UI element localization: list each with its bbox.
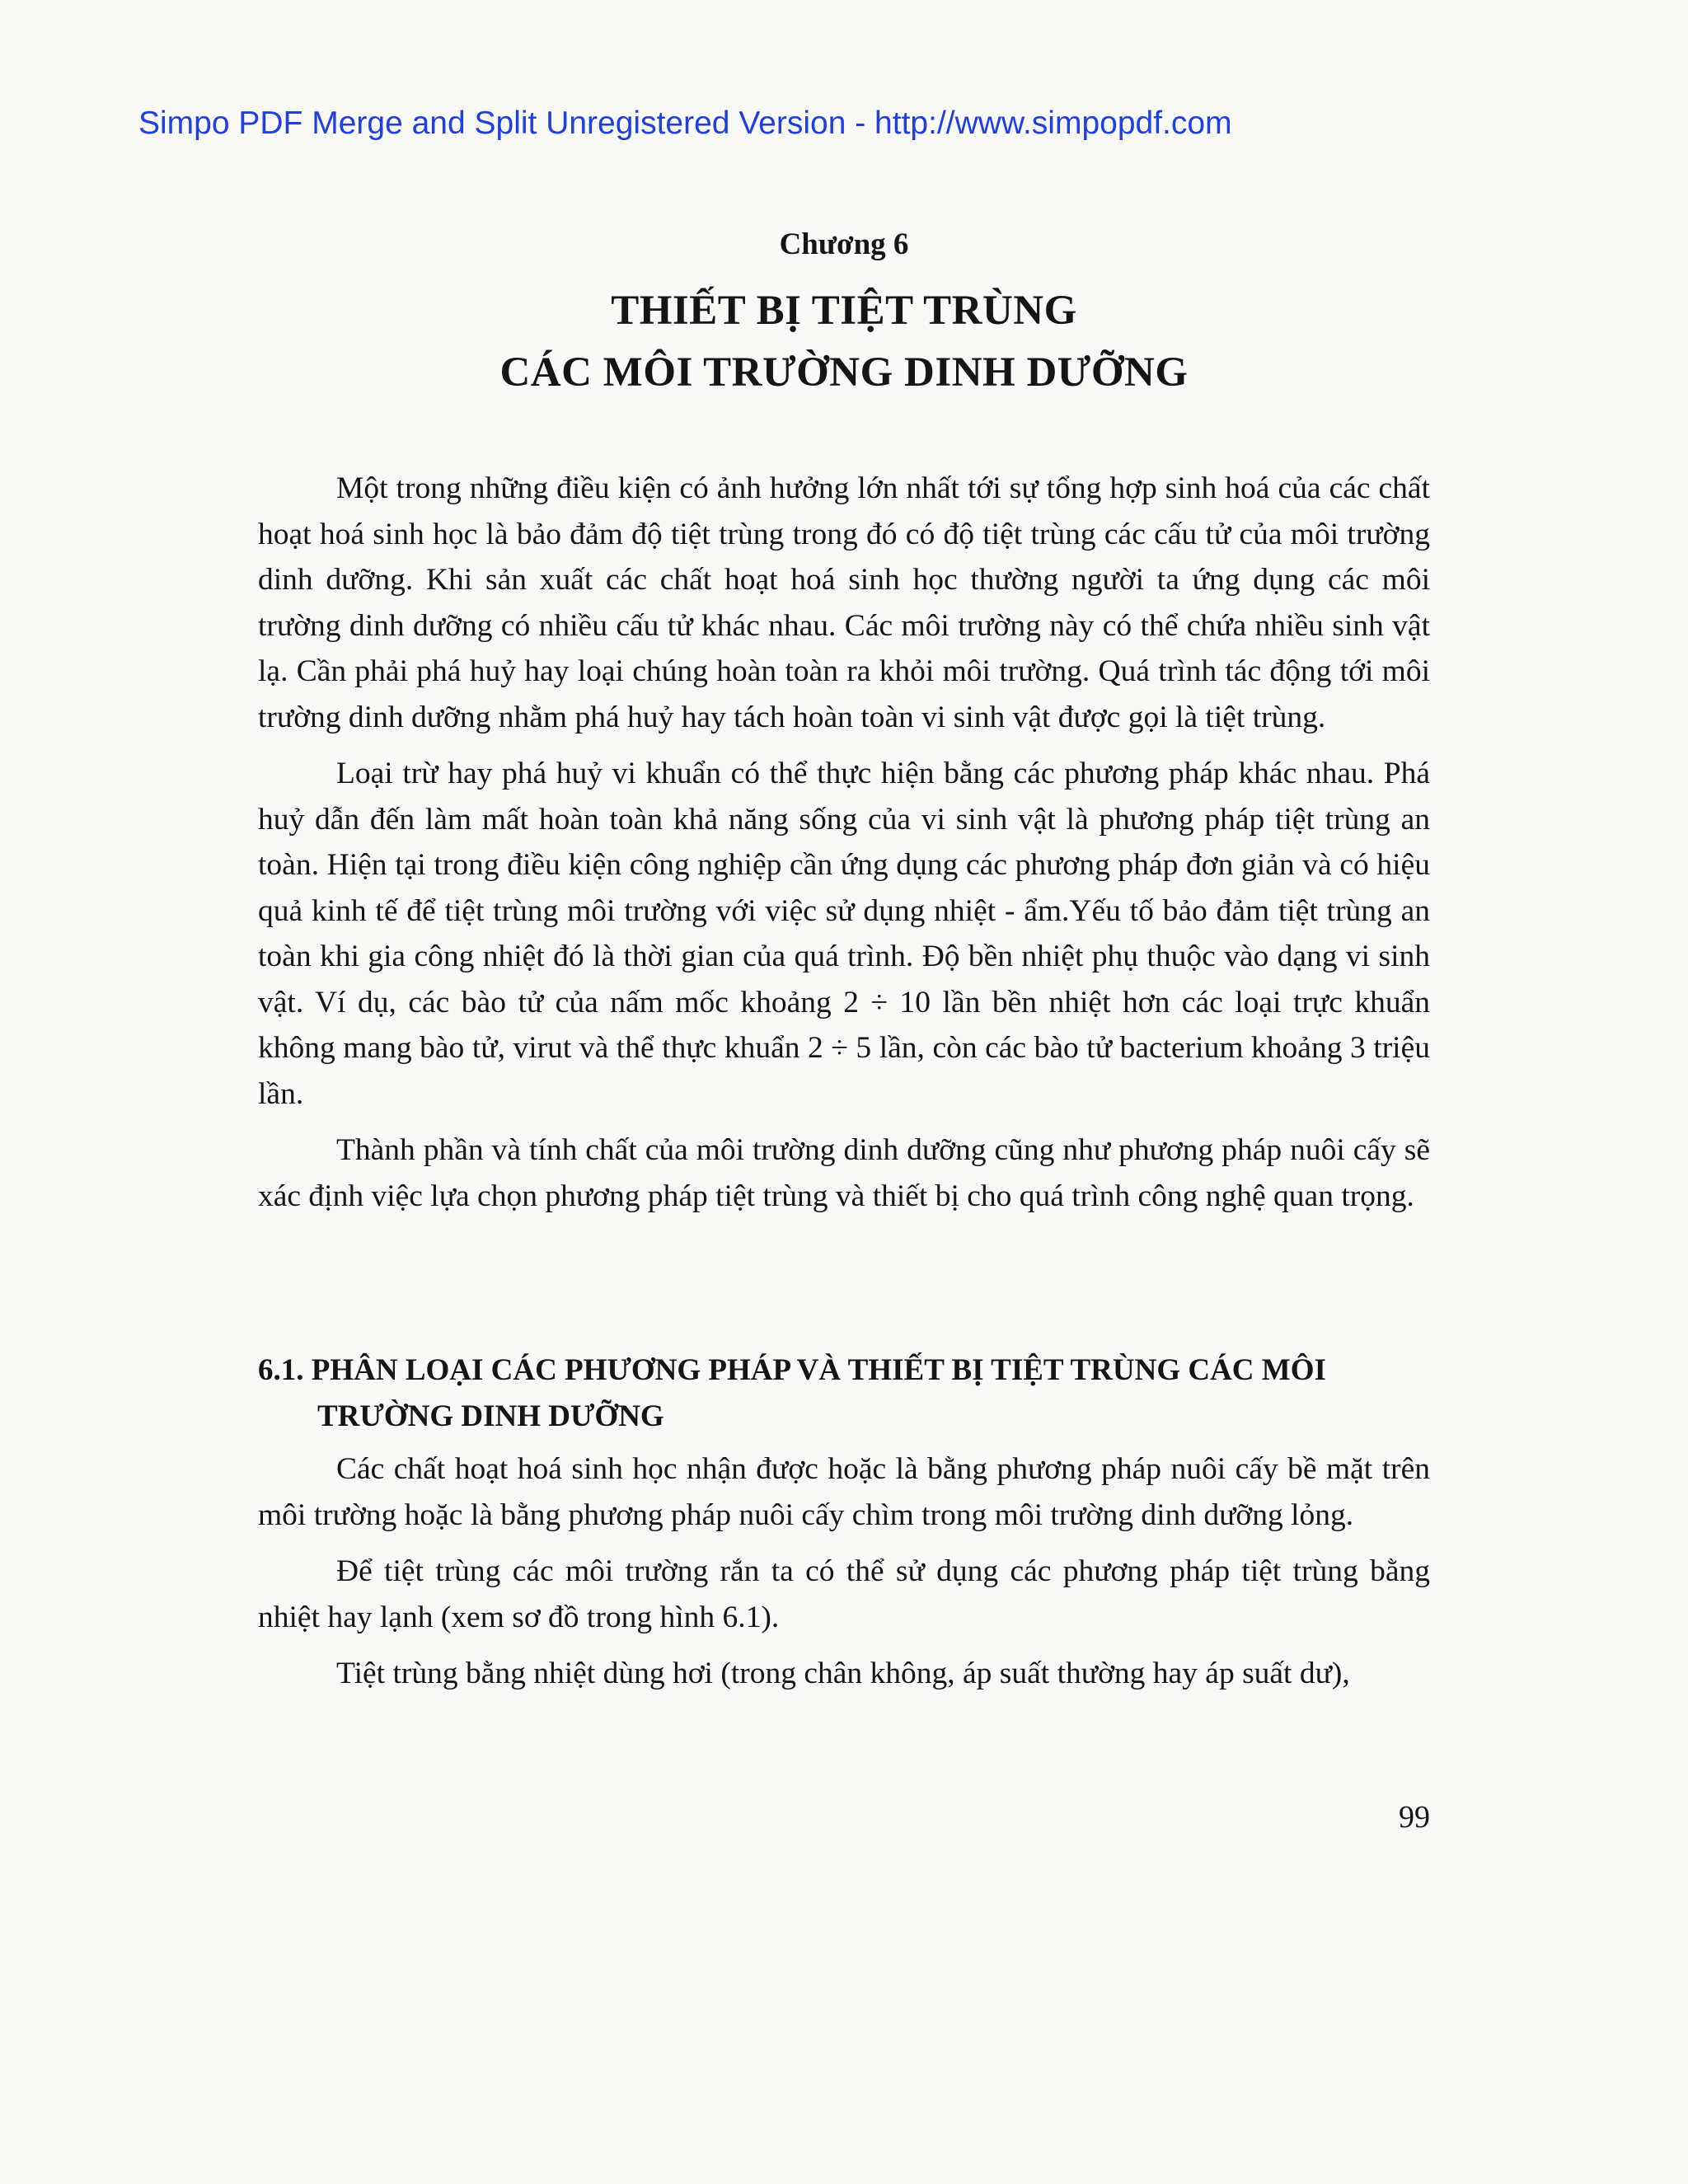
- intro-body: [258, 466, 1430, 1230]
- paragraph: Tiệt trùng bằng nhiệt dùng hơi (trong chân không, áp suất thường hay áp suất dư),: [336, 1657, 1350, 1690]
- chapter-title-line-1: THIẾT BỊ TIỆT TRÙNG: [611, 288, 1077, 334]
- watermark-text: Simpo PDF Merge and Split Unregistered Version - http://www.simpopdf.com: [138, 105, 1232, 141]
- chapter-label: Chương 6: [779, 227, 909, 261]
- chapter-title-line-2: CÁC MÔI TRƯỜNG DINH DƯỠNG: [499, 349, 1189, 396]
- paragraph: Loại trừ hay phá huỷ vi khuẩn có thể thực hiện bằng các phương pháp khác nhau. Phá huỷ dẫn đến làm mất hoàn toàn khả năng sống của vi sinh vật là phương pháp tiệt trùng an toàn. Hiện tại trong điều kiện công nghiệp cần ứng dụng các phương pháp đơn giản và có hiệu quả kinh tế để tiệt trùng môi trường với việc sử dụng nhiệt - ẩm.Yếu tố bảo đảm tiệt trùng an toàn khi gia công nhiệt đó là thời gian của quá trình. Độ bền nhiệt phụ thuộc vào dạng vi sinh vật. Ví dụ, các bào tử của nấm mốc khoảng 2 ÷ 10 lần bền nhiệt hơn các loại trực khuẩn không mang bào tử, virut và thể thực khuẩn 2 ÷ 5 lần, còn các bào tử bacterium khoảng 3 triệu lần.: [258, 757, 1430, 1111]
- paragraph: Các chất hoạt hoá sinh học nhận được hoặc là bằng phương pháp nuôi cấy bề mặt trên môi trường hoặc là bằng phương pháp nuôi cấy chìm trong môi trường dinh dưỡng lỏng.: [258, 1452, 1430, 1532]
- section-heading: 6.1. PHÂN LOẠI CÁC PHƯƠNG PHÁP VÀ THIẾT BỊ TIỆT TRÙNG CÁC MÔI TRƯỜNG DINH DƯỠNG: [258, 1353, 1326, 1433]
- paragraph: Một trong những điều kiện có ảnh hưởng lớn nhất tới sự tổng hợp sinh hoá của các chất hoạt hoá sinh học là bảo đảm độ tiệt trùng trong đó có độ tiệt trùng các cấu tử của môi trường dinh dưỡng. Khi sản xuất các chất hoạt hoá sinh học thường người ta ứng dụng các môi trường dinh dưỡng có nhiều cấu tử khác nhau. Các môi trường này có thể chứa nhiều sinh vật lạ. Cần phải phá huỷ hay loại chúng hoàn toàn ra khỏi môi trường. Quá trình tác động tới môi trường dinh dưỡng nhằm phá huỷ hay tách hoàn toàn vi sinh vật được gọi là tiệt trùng.: [258, 471, 1430, 734]
- paragraph: Thành phần và tính chất của môi trường dinh dưỡng cũng như phương pháp nuôi cấy sẽ xác định việc lựa chọn phương pháp tiệt trùng và thiết bị cho quá trình công nghệ quan trọng.: [258, 1133, 1430, 1213]
- page-number: 99: [1399, 1800, 1430, 1835]
- section-body: [258, 1446, 1430, 1708]
- chapter-title: [0, 280, 1688, 404]
- paragraph: Để tiệt trùng các môi trường rắn ta có thể sử dụng các phương pháp tiệt trùng bằng nhiệt hay lạnh (xem sơ đồ trong hình 6.1).: [258, 1554, 1430, 1634]
